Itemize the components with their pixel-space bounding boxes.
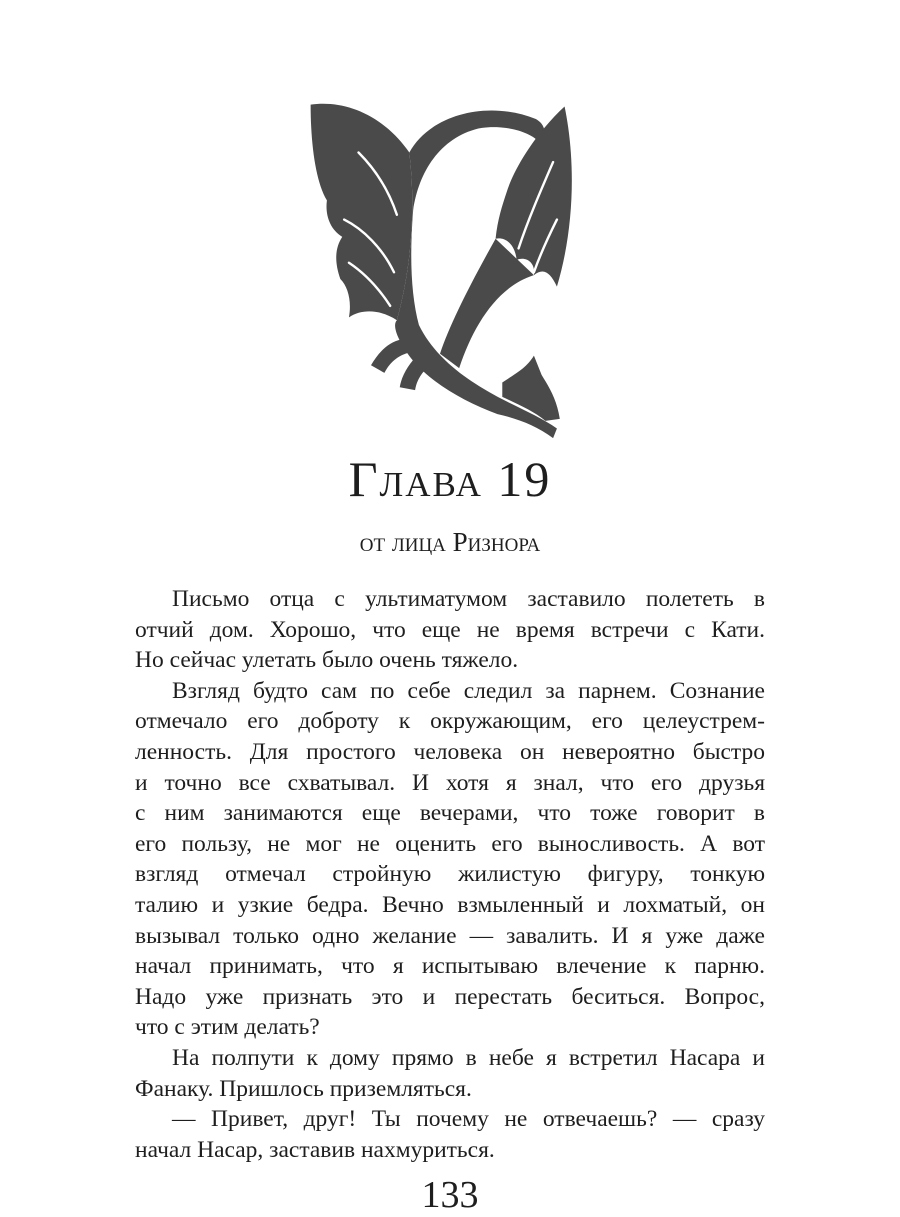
dragon-icon	[300, 95, 580, 440]
paragraph	[135, 584, 765, 676]
text-line: взгляд отмечал стройную жилистую фигуру, тонкую	[135, 861, 765, 888]
text-line: вызывал только одно желание — завалить. И я уже даже	[135, 922, 765, 949]
page-flow	[135, 584, 765, 1217]
text-line: Письмо отца с ультиматумом заставило полететь в	[172, 586, 765, 612]
paragraph	[135, 1043, 765, 1104]
paragraph	[135, 1104, 765, 1165]
text-line: и точно все схватывал. И хотя я знал, что его друзья	[135, 769, 765, 796]
chapter-title: Глава 19	[348, 451, 552, 507]
text-line: его пользу, не мог не оценить его выносливость. А вот	[135, 830, 765, 857]
text-line: Взгляд будто сам по себе следил за парнем. Сознание	[172, 677, 765, 704]
text-line: начал принимать, что я испытываю влечение к парню.	[135, 953, 765, 980]
text-line: с ним занимаются еще вечерами, что тоже говорит в	[135, 800, 765, 827]
text-line: начал Насар, заставив нахмуриться.	[135, 1136, 495, 1163]
text-line: отчий дом. Хорошо, что еще не время встречи с Кати.	[135, 616, 765, 643]
chapter-subtitle: от лица Ризнора	[359, 527, 541, 557]
text-line: На полпути к дому прямо в небе я встретил Насара и	[172, 1044, 765, 1071]
text-line: Но сейчас улетать было очень тяжело.	[135, 647, 519, 674]
paragraph	[135, 676, 765, 1043]
page-number: 133	[421, 1174, 479, 1217]
text-line: ленность. Для простого человека он невероятно быстро	[135, 738, 765, 765]
text-line: талию и узкие бедра. Вечно взмыленный и лохматый, он	[135, 891, 765, 918]
text-line: Фанаку. Пришлось приземляться.	[135, 1075, 472, 1102]
body-text	[135, 584, 765, 1165]
text-line: отмечало его доброту к окружающим, его целеустрем-	[135, 708, 765, 735]
text-line: Надо уже признать это и перестать беситься. Вопрос,	[135, 983, 765, 1010]
text-line: — Привет, друг! Ты почему не отвечаешь? — сразу	[172, 1106, 765, 1133]
text-line: что с этим делать?	[135, 1014, 320, 1041]
